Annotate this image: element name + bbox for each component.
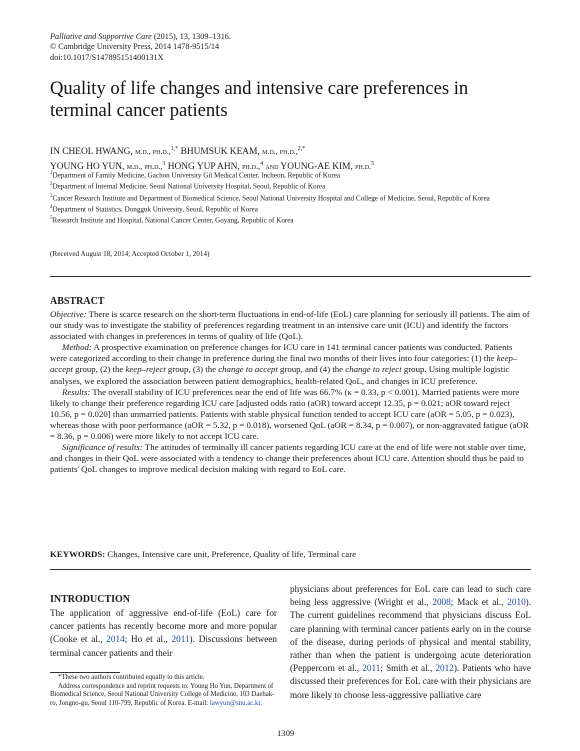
- abstract-label: Results:: [62, 386, 91, 397]
- abstract-text: group, and (4) the: [277, 364, 346, 375]
- author-affiliation-mark: 4: [260, 161, 264, 168]
- email-link[interactable]: lawyun@snu.ac.kr: [209, 700, 261, 708]
- group-term: keep–accept: [50, 353, 518, 375]
- body-text: ). The current guidelines recommend that physicians discuss EoL care planning with terminal cancer patients early on in the course of the disease, during periods of physical and mental stability, rather than when the patient is undergoing acute deterioration (Peppercorn et al.,: [290, 597, 532, 674]
- abstract-text: group, (3) the: [165, 364, 219, 375]
- author-degree: ph.d.: [355, 162, 372, 172]
- affiliation-text: Department of Statistics, Dongguk University, Seoul, Republic of Korea: [52, 205, 258, 214]
- abstract-text: There is scarce research on the short-term fluctuations in end-of-life (EoL) care planning for seriously ill patients. The aim of our study was to investigate the stability of preferences regarding treatment in an intensive care unit (ICU) and identify the factors associated with changes in preferences in terms of quality of life (QoL).: [50, 309, 530, 342]
- body-text: ; Ho et al.,: [124, 634, 172, 645]
- abstract-method: [50, 342, 531, 386]
- body-text: ; Smith et al.,: [380, 663, 436, 674]
- affiliation-item: [50, 180, 530, 191]
- author-name: YOUNG-AE KIM,: [280, 162, 353, 173]
- citation-link[interactable]: 2012: [435, 663, 454, 674]
- author-degree: ph.d.,: [242, 162, 261, 172]
- section-heading-introduction: INTRODUCTION: [50, 594, 131, 605]
- affiliation-item: [50, 214, 530, 225]
- abstract-results: [50, 387, 531, 442]
- abstract-text: group. Using multiple logistic analyses, we explored the association between patient demographics, health-related QoL, and changes in ICU preference.: [50, 364, 510, 386]
- divider: [50, 569, 531, 570]
- affiliation-mark: 1: [50, 171, 53, 176]
- punctuation: .: [260, 700, 262, 708]
- body-text: ; Mack et al.,: [450, 597, 508, 608]
- abstract-text: The overall stability of ICU preferences near the end of life was 66.7% (κ = 0.33, p < 0.001). Married patients were more likely to change their preference regarding ICU care [adjusted odds ratio (aOR) toward accept 12.35, p = 0.021; aOR toward reject 10.56, p = 0.020] than unmarried patients. Patients with stable physical function tended to accept ICU care (aOR = 5.05, p = 0.023), whereas those with poor performance (aOR = 5.32, p = 0.018), worsened QoL (aOR = 8.34, p = 0.007), or non-aggravated fatigue (aOR = 8.36, p = 0.006) were more likely to not accept ICU care.: [50, 386, 529, 442]
- keywords: [50, 549, 531, 559]
- abstract-text: group, (2) the: [72, 364, 126, 375]
- affiliation-text: Research Institute and Hospital, National Cancer Center, Goyang, Republic of Korea: [52, 216, 294, 225]
- body-text: The application of aggressive end-of-life (EoL) care for cancer patients has recently become more and more popular (Cooke et al.,: [50, 608, 277, 645]
- author-degree: m.d., ph.d.,: [262, 147, 298, 157]
- affiliation-text: Department of Family Medicine, Gachon University Gil Medical Center, Incheon, Republic of Korea: [52, 171, 341, 180]
- affiliation-text: Department of Internal Medicine, Seoul National University Hospital, Seoul, Republic of Korea: [52, 182, 326, 191]
- citation-link[interactable]: 2011: [362, 663, 381, 674]
- author-conjunction: and: [265, 162, 279, 172]
- body-text: ). Discussions between terminal cancer patients and their: [50, 634, 278, 658]
- author-affiliation-mark: 5: [371, 161, 375, 168]
- correspondence-address: Address correspondence and reprint requests to: Young Ho Yun, Department of Biomedical Science, Seoul National University College of Medicine, 103 Daehak-ro, Jongno-gu, Seoul 110-799, Republic of Korea. E-mail:: [50, 682, 275, 708]
- group-term: change to reject: [345, 364, 402, 375]
- affiliation-mark: 5: [50, 216, 53, 222]
- keywords-label: KEYWORDS:: [50, 549, 106, 559]
- journal-header: [50, 32, 231, 63]
- affiliation-mark: 2: [50, 182, 53, 188]
- affiliation-list: [50, 169, 530, 226]
- affiliation-item: [50, 203, 530, 214]
- article-title: Quality of life changes and intensive care preferences in terminal cancer patients: [50, 78, 469, 121]
- doi-line: doi:10.1017/S147895151400131X: [50, 52, 164, 62]
- author-name: YOUNG HO YUN,: [50, 162, 125, 173]
- author-degree: m.d., ph.d.,: [126, 162, 163, 172]
- journal-name: Palliative and Supportive Care: [50, 32, 152, 41]
- abstract-text: The attitudes of terminally ill cancer patients regarding ICU care at the end of life were not stable over time, and changes in their QoL were associated with a tendency to change their preferences about ICU care. Attention should thus be paid to patients' QoL changes to improve medical decision making with regard to EoL care.: [50, 442, 526, 475]
- affiliation-text: Cancer Research Institute and Department of Biomedical Science, Seoul National University Hospital and College of Medicine, Seoul, Republic of Korea: [52, 194, 490, 203]
- group-term: change to accept: [218, 364, 278, 375]
- author-name: IN CHEOL HWANG,: [50, 147, 133, 158]
- affiliation-item: [50, 169, 530, 180]
- author-affiliation-mark: 2,*: [297, 146, 306, 152]
- abstract-label: Method:: [62, 342, 92, 353]
- abstract-significance: [50, 442, 531, 475]
- keywords-list: Changes, Intensive care unit, Preference, Quality of life, Terminal care: [105, 549, 357, 559]
- author-affiliation-mark: 3: [162, 161, 166, 168]
- citation-link[interactable]: 2014: [106, 634, 125, 645]
- body-column-right: [290, 583, 531, 702]
- author-name: HONG YUP AHN,: [167, 162, 240, 173]
- body-column-left: [50, 607, 277, 660]
- page-number: 1309: [277, 728, 295, 738]
- abstract-label: Significance of results:: [62, 442, 143, 453]
- body-text: ). Patients who have discussed their preferences for EoL care with their physicians are more likely to choose less-aggressive palliative care: [290, 663, 531, 700]
- received-dates: (Received August 18, 2014; Accepted October 1, 2014): [50, 250, 210, 258]
- abstract-body: [50, 309, 531, 475]
- footnotes: [50, 674, 277, 709]
- divider: [50, 276, 531, 277]
- author-name: BHUMSUK KEAM,: [180, 147, 260, 158]
- body-text: physicians about preferences for EoL care can lead to such care being less aggressive (Wright et al.,: [290, 584, 531, 608]
- abstract-heading: ABSTRACT: [50, 296, 105, 307]
- abstract-label: Objective:: [50, 309, 87, 319]
- journal-citation: (2015), 13, 1309–1316.: [151, 32, 231, 41]
- footnote-correspondence: [50, 683, 277, 709]
- author-affiliation-mark: 1,*: [170, 146, 179, 152]
- author-degree: m.d., ph.d.,: [135, 147, 171, 157]
- footnote-divider: [50, 672, 120, 673]
- abstract-text: A prospective examination on preference changes for ICU care in 141 terminal cancer patients was conducted. Patients were categorized according to their change in preference during the final two months of their lives into four categories: (1) the: [50, 342, 513, 364]
- citation-link[interactable]: 2011: [171, 634, 190, 645]
- affiliation-item: [50, 192, 530, 203]
- abstract-objective: [50, 309, 531, 342]
- affiliation-mark: 3: [50, 193, 53, 199]
- affiliation-mark: 4: [50, 205, 53, 211]
- footnote-equal-contribution: *These two authors contributed equally to this article.: [58, 674, 205, 681]
- citation-link[interactable]: 2010: [507, 597, 526, 608]
- citation-link[interactable]: 2008: [432, 597, 451, 608]
- copyright-line: © Cambridge University Press, 2014 1478-9515/14: [50, 42, 220, 52]
- group-term: keep–reject: [125, 364, 166, 375]
